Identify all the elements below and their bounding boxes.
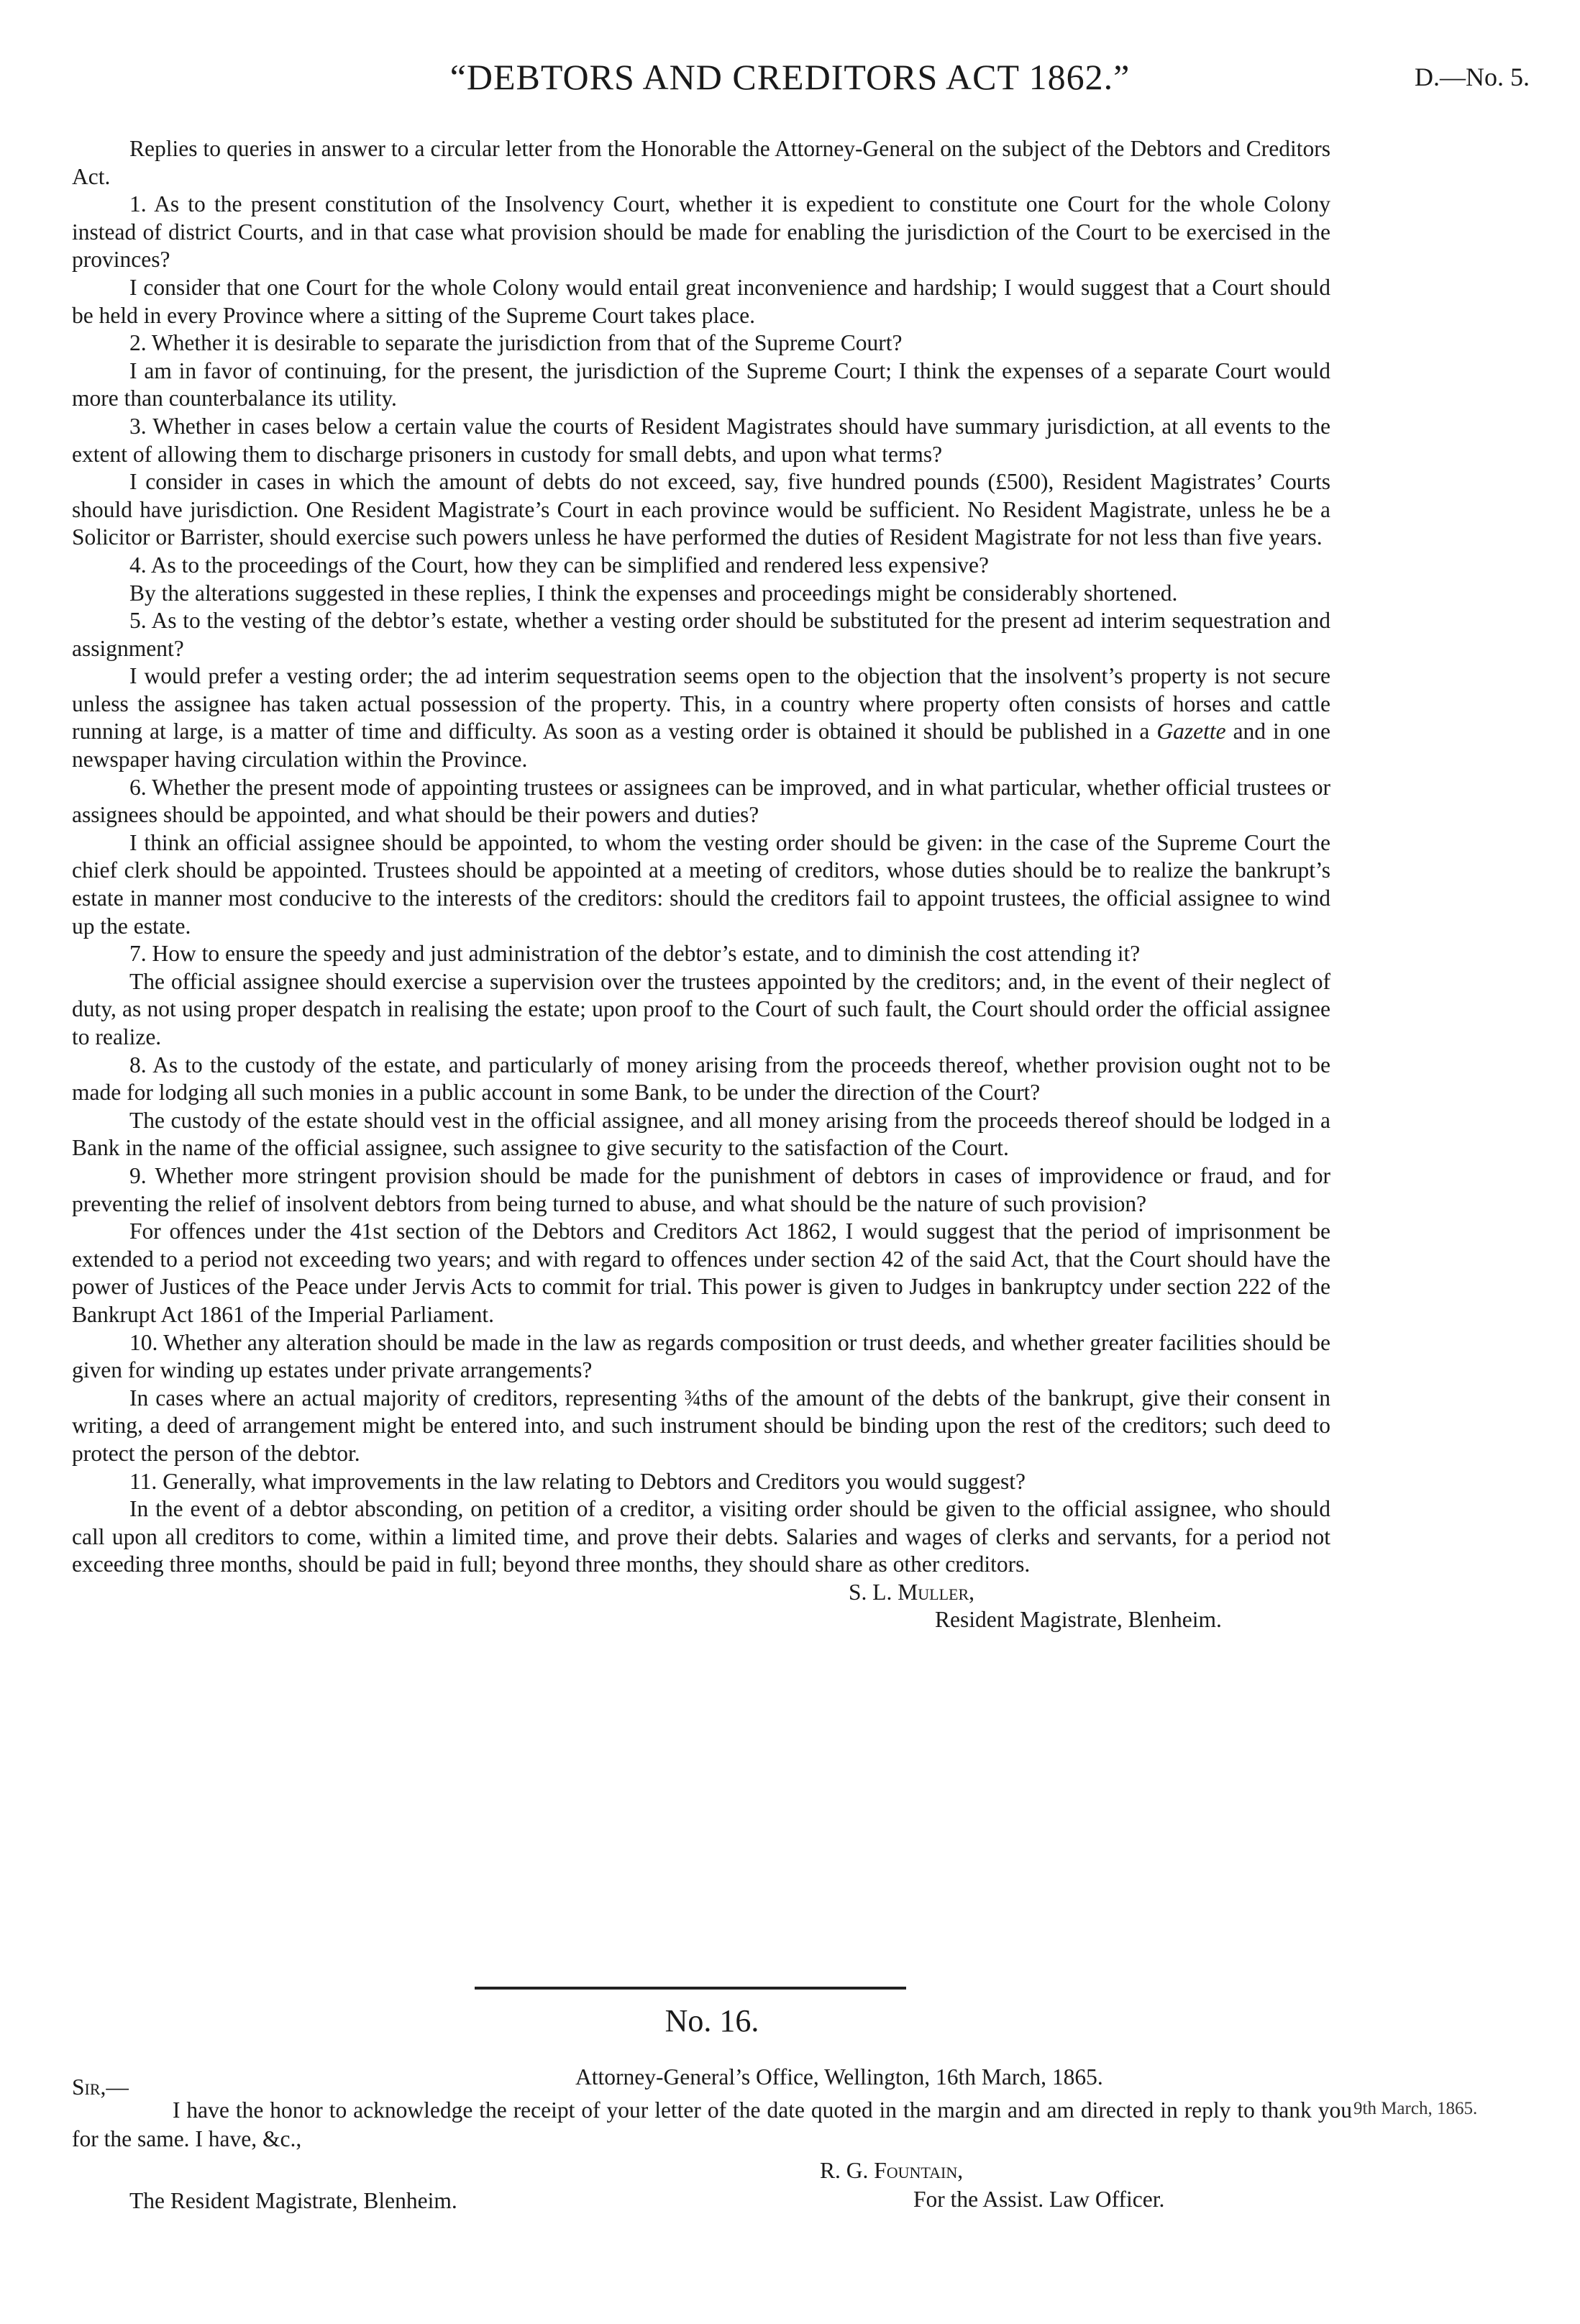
letter-addressee: The Resident Magistrate, Blenheim.	[129, 2188, 457, 2213]
letter-dateline: Attorney-General’s Office, Wellington, 16th March, 1865.	[575, 2064, 1103, 2090]
question-10: 10. Whether any alteration should be made in the law as regards composition or trust deeds, and whether greater facilities should be given for winding up estates under private arrangements?	[72, 1329, 1330, 1383]
document-number: D.—No. 5.	[1415, 63, 1530, 91]
letter-body: I have the honor to acknowledge the receipt of your letter of the date quoted in the margin and am directed in reply to thank you for the same. I have, &c.,	[72, 2097, 1352, 2151]
letter-salutation: Sir,—	[72, 2074, 129, 2100]
answer-5-text-end: and in one newspaper having circulation within the Province.	[72, 719, 1330, 773]
page-title: “DEBTORS AND CREDITORS ACT 1862.”	[449, 57, 1131, 97]
gazette-emphasis: Gazette	[1156, 719, 1226, 744]
question-9: 9. Whether more stringent provision should be made for the punishment of debtors in cases of improvidence or fraud, and for preventing the relief of insolvent debtors from being turned to abuse, and what should be the nature of such provision?	[72, 1162, 1330, 1216]
letter-signer-title: For the Assist. Law Officer.	[913, 2187, 1165, 2212]
answer-2: I am in favor of continuing, for the present, the jurisdiction of the Supreme Court; I think the expenses of a separate Court would more than counterbalance its utility.	[72, 357, 1330, 411]
question-1: 1. As to the present constitution of the Insolvency Court, whether it is expedient to constitute one Court for the whole Colony instead of district Courts, and in that case what provision should be made for enabling the jurisdiction of the Court to be exercised in the provinces?	[72, 191, 1330, 273]
answer-6: I think an official assignee should be appointed, to whom the vesting order should be given: in the case of the Supreme Court the chief clerk should be appointed. Trustees should be appointed at a meeting of creditors, whose duties should be to realize the bankrupt’s estate in manner most conducive to the interests of the creditors: should the creditors fail to appoint trustees, the official assignee to wind up the estate.	[72, 829, 1330, 939]
intro-paragraph: Replies to queries in answer to a circular letter from the Honorable the Attorney-General on the subject of the Debtors and Creditors Act.	[72, 136, 1330, 189]
answer-1: I consider that one Court for the whole Colony would entail great inconvenience and hardship; I would suggest that a Court should be held in every Province where a sitting of the Supreme Court takes place.	[72, 274, 1330, 328]
answer-8: The custody of the estate should vest in the official assignee, and all money arising from the proceeds thereof should be lodged in a Bank in the name of the official assignee, such assignee to give security to the satisfaction of the Court.	[72, 1107, 1330, 1161]
question-2: 2. Whether it is desirable to separate the jurisdiction from that of the Supreme Court?	[129, 330, 903, 356]
question-11: 11. Generally, what improvements in the law relating to Debtors and Creditors you would suggest?	[129, 1468, 1026, 1494]
answer-10: In cases where an actual majority of creditors, representing ¾ths of the amount of the debts of the bankrupt, give their consent in writing, a deed of arrangement might be entered into, and such instrument should be binding upon the rest of the creditors; such deed to protect the person of the debtor.	[72, 1385, 1330, 1466]
running-head	[0, 56, 1580, 114]
question-4: 4. As to the proceedings of the Court, how they can be simplified and rendered less expensive?	[129, 552, 989, 578]
section-divider	[475, 1987, 906, 1990]
answer-4: By the alterations suggested in these replies, I think the expenses and proceedings might be considerably shortened.	[129, 580, 1178, 606]
answer-3: I consider in cases in which the amount of debts do not exceed, say, five hundred pounds (£500), Resident Magistrates’ Courts should have jurisdiction. One Resident Magistrate’s Court in each province would be sufficient. No Resident Magistrate, unless he be a Solicitor or Barrister, should exercise such powers unless he have performed the duties of Resident Magistrate for not less than five years.	[72, 469, 1330, 550]
question-5: 5. As to the vesting of the debtor’s estate, whether a vesting order should be substituted for the present ad interim sequestration and assignment?	[72, 608, 1330, 661]
letter-number: No. 16.	[665, 2003, 759, 2038]
signature-name: S. L. Muller,	[849, 1579, 975, 1605]
replies-body	[72, 135, 1330, 1634]
answer-5	[72, 662, 1330, 773]
question-3: 3. Whether in cases below a certain value the courts of Resident Magistrates should have summary jurisdiction, at all events to the extent of allowing them to discharge prisoners in custody for small debts, and upon what terms?	[72, 413, 1330, 467]
letter-signer: R. G. Fountain,	[820, 2158, 964, 2183]
letter-no-16	[72, 2003, 1352, 2213]
answer-11: In the event of a debtor absconding, on petition of a creditor, a visiting order should be given to the official assignee, who should call upon all creditors to come, within a limited time, and prove their debts. Salaries and wages of clerks and servants, for a period not exceeding three months, should be paid in full; beyond three months, they should share as other creditors.	[72, 1496, 1330, 1577]
question-7: 7. How to ensure the speedy and just administration of the debtor’s estate, and to diminish the cost attending it?	[129, 941, 1141, 967]
signature-title: Resident Magistrate, Blenheim.	[935, 1607, 1222, 1633]
answer-9: For offences under the 41st section of the Debtors and Creditors Act 1862, I would suggest that the period of imprisonment be extended to a period not exceeding two years; and with regard to offences under section 42 of the said Act, that the Court should have the power of Justices of the Peace under Jervis Acts to commit for trial. This power is given to Judges in bankruptcy under section 222 of the Bankrupt Act 1861 of the Imperial Parliament.	[72, 1218, 1330, 1327]
signature-block	[849, 1579, 1330, 1634]
answer-5-text: I would prefer a vesting order; the ad interim sequestration seems open to the objection that the insolvent’s property is not secure unless the assignee has taken actual possession of the property. This, in a country where property often consists of horses and cattle running at large, is a matter of time and difficulty. As soon as a vesting order is obtained it should be published in a	[72, 663, 1330, 744]
question-6: 6. Whether the present mode of appointing trustees or assignees can be improved, and in what particular, whether official trustees or assignees should be appointed, and what should be their powers and duties?	[72, 774, 1330, 828]
margin-date-note: 9th March, 1865.	[1353, 2099, 1478, 2118]
answer-7: The official assignee should exercise a supervision over the trustees appointed by the creditors; and, in the event of their neglect of duty, as not using proper despatch in realising the estate; upon proof to the Court of such fault, the Court should order the official assignee to realize.	[72, 968, 1330, 1049]
question-8: 8. As to the custody of the estate, and particularly of money arising from the proceeds thereof, whether provision ought not to be made for lodging all such monies in a public account in some Bank, to be under the direction of the Court?	[72, 1052, 1330, 1106]
